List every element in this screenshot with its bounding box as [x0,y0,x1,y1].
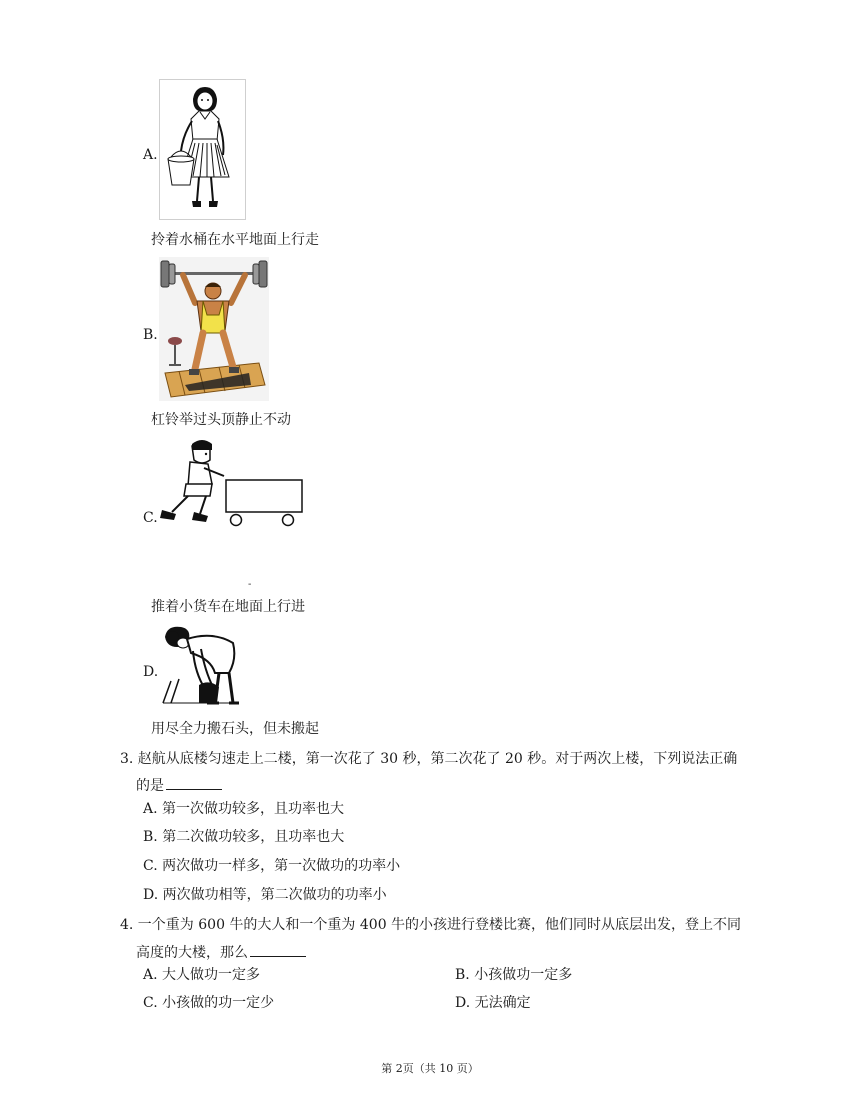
q4-stem-text: 高度的大楼，那么 [136,945,248,961]
q4-option-b: B. 小孩做功一定多 [455,967,573,983]
option-d-letter: D. [143,664,159,680]
woman-lifting-stone-illustration [159,623,239,709]
option-b-caption: 杠铃举过头顶静止不动 [151,412,291,428]
q3-option-a: A. 第一次做功较多，且功率也大 [143,801,345,817]
option-b-letter: B. [143,327,158,343]
q4-option-c: C. 小孩做的功一定少 [143,995,275,1011]
weightlifter-illustration [159,257,269,401]
page-footer: 第 2页（共 10 页） [381,1062,479,1075]
boy-pushing-cart-illustration [158,438,306,528]
woman-carrying-bucket-illustration [159,79,247,221]
q3-option-d: D. 两次做功相等，第二次做功的功率小 [143,887,387,903]
option-a-caption: 拎着水桶在水平地面上行走 [151,232,319,248]
option-c-letter: C. [143,510,158,526]
q4-stem-line1: 4. 一个重为 600 牛的大人和一个重为 400 牛的小孩进行登楼比赛，他们同时从底层出发，登上不同 [120,917,742,933]
q3-answer-blank [166,775,222,790]
q4-option-a: A. 大人做功一定多 [143,967,261,983]
q3-stem-line1: 3. 赵航从底楼匀速走上二楼，第一次花了 30 秒，第二次花了 20 秒。对于两次上楼，下列说法正确 [120,751,738,767]
option-a-letter: A. [143,147,158,163]
q4-option-d: D. 无法确定 [455,995,531,1011]
q4-stem-line2 [136,942,306,962]
stray-mark: - [248,579,252,590]
q4-answer-blank [250,942,306,957]
q3-stem-text: 的是 [136,778,164,794]
option-c-caption: 推着小货车在地面上行进 [151,599,305,615]
q3-stem-line2 [136,775,222,795]
q3-option-c: C. 两次做功一样多，第一次做功的功率小 [143,858,401,874]
q3-option-b: B. 第二次做功较多，且功率也大 [143,829,345,845]
option-d-caption: 用尽全力搬石头，但未搬起 [151,721,319,737]
